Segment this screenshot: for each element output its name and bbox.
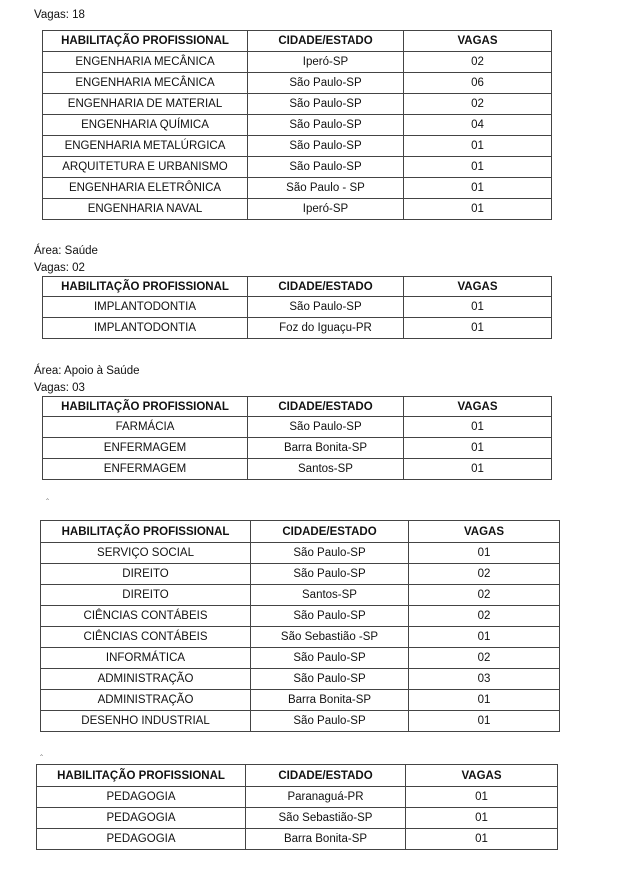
header-profession: HABILITAÇÃO PROFISSIONAL <box>43 31 248 52</box>
table-row <box>41 606 560 627</box>
city-cell: São Paulo-SP <box>248 136 404 157</box>
city-cell: São Paulo - SP <box>248 178 404 199</box>
header-profession: HABILITAÇÃO PROFISSIONAL <box>43 277 248 297</box>
profession-cell: DESENHO INDUSTRIAL <box>41 711 251 732</box>
header-vacancies: VAGAS <box>409 521 560 543</box>
header-profession: HABILITAÇÃO PROFISSIONAL <box>43 397 248 417</box>
profession-cell: ENGENHARIA QUÍMICA <box>43 115 248 136</box>
scan-mark: ‸ <box>40 746 44 756</box>
table-row <box>37 808 558 829</box>
profession-cell: CIÊNCIAS CONTÁBEIS <box>41 606 251 627</box>
city-cell: São Sebastião-SP <box>246 808 406 829</box>
city-cell: Barra Bonita-SP <box>251 690 409 711</box>
profession-cell: ENGENHARIA NAVAL <box>43 199 248 220</box>
city-cell: São Paulo-SP <box>251 648 409 669</box>
profession-cell: DIREITO <box>41 564 251 585</box>
vacancies-cell: 02 <box>409 585 560 606</box>
vacancies-cell: 01 <box>409 627 560 648</box>
section-1-vagas: Vagas: 18 <box>34 9 85 21</box>
scan-mark: ‸ <box>46 490 50 500</box>
table-row <box>43 459 552 480</box>
table-row <box>41 690 560 711</box>
section-2-vagas: Vagas: 02 <box>34 262 85 274</box>
city-cell: Santos-SP <box>251 585 409 606</box>
profession-cell: INFORMÁTICA <box>41 648 251 669</box>
vacancies-cell: 01 <box>404 178 552 199</box>
city-cell: Iperó-SP <box>248 199 404 220</box>
section-3-area: Área: Apoio à Saúde <box>34 365 140 377</box>
vacancies-cell: 01 <box>404 136 552 157</box>
profession-cell: ENGENHARIA MECÂNICA <box>43 52 248 73</box>
section-3-table <box>42 396 552 480</box>
vacancies-cell: 01 <box>409 690 560 711</box>
table-row <box>43 417 552 438</box>
vacancies-cell: 03 <box>409 669 560 690</box>
profession-cell: ENGENHARIA METALÚRGICA <box>43 136 248 157</box>
table-row <box>43 73 552 94</box>
table-row <box>43 438 552 459</box>
header-vacancies: VAGAS <box>406 765 558 787</box>
city-cell: Barra Bonita-SP <box>246 829 406 850</box>
header-vacancies: VAGAS <box>404 277 552 297</box>
section-2-area: Área: Saúde <box>34 245 98 257</box>
table-header-row <box>43 277 552 297</box>
vacancies-cell: 01 <box>409 543 560 564</box>
table-row <box>41 564 560 585</box>
vacancies-cell: 01 <box>404 318 552 339</box>
table-row <box>43 157 552 178</box>
vacancies-cell: 01 <box>404 157 552 178</box>
header-city: CIDADE/ESTADO <box>251 521 409 543</box>
vacancies-cell: 02 <box>404 52 552 73</box>
header-city: CIDADE/ESTADO <box>246 765 406 787</box>
table-row <box>43 94 552 115</box>
vacancies-cell: 02 <box>409 648 560 669</box>
table-row <box>41 543 560 564</box>
profession-cell: IMPLANTODONTIA <box>43 297 248 318</box>
section-5-table <box>36 764 558 850</box>
profession-cell: ENFERMAGEM <box>43 459 248 480</box>
table-row <box>43 297 552 318</box>
profession-cell: DIREITO <box>41 585 251 606</box>
profession-cell: ADMINISTRAÇÃO <box>41 690 251 711</box>
profession-cell: PEDAGOGIA <box>37 829 246 850</box>
vacancies-cell: 01 <box>409 711 560 732</box>
header-city: CIDADE/ESTADO <box>248 277 404 297</box>
city-cell: São Paulo-SP <box>248 297 404 318</box>
section-1-table <box>42 30 552 220</box>
table-row <box>43 136 552 157</box>
table-header-row <box>41 521 560 543</box>
section-4-table <box>40 520 560 732</box>
profession-cell: ENFERMAGEM <box>43 438 248 459</box>
city-cell: São Paulo-SP <box>248 417 404 438</box>
table-row <box>41 627 560 648</box>
table-row <box>43 199 552 220</box>
profession-cell: ENGENHARIA MECÂNICA <box>43 73 248 94</box>
city-cell: Foz do Iguaçu-PR <box>248 318 404 339</box>
city-cell: São Paulo-SP <box>248 94 404 115</box>
vacancies-cell: 01 <box>404 438 552 459</box>
table-header-row <box>43 397 552 417</box>
profession-cell: IMPLANTODONTIA <box>43 318 248 339</box>
vacancies-cell: 01 <box>404 297 552 318</box>
city-cell: São Paulo-SP <box>251 564 409 585</box>
city-cell: São Paulo-SP <box>248 73 404 94</box>
table-row <box>41 585 560 606</box>
header-vacancies: VAGAS <box>404 31 552 52</box>
city-cell: Santos-SP <box>248 459 404 480</box>
profession-cell: PEDAGOGIA <box>37 787 246 808</box>
table-row <box>37 829 558 850</box>
profession-cell: ARQUITETURA E URBANISMO <box>43 157 248 178</box>
vacancies-cell: 06 <box>404 73 552 94</box>
header-city: CIDADE/ESTADO <box>248 31 404 52</box>
table-row <box>43 115 552 136</box>
profession-cell: PEDAGOGIA <box>37 808 246 829</box>
table-header-row <box>43 31 552 52</box>
table-row <box>43 178 552 199</box>
vacancies-cell: 01 <box>406 787 558 808</box>
city-cell: São Paulo-SP <box>251 606 409 627</box>
city-cell: São Sebastião -SP <box>251 627 409 648</box>
vacancies-cell: 01 <box>404 417 552 438</box>
profession-cell: FARMÁCIA <box>43 417 248 438</box>
vacancies-cell: 04 <box>404 115 552 136</box>
vacancies-cell: 01 <box>404 199 552 220</box>
city-cell: São Paulo-SP <box>251 711 409 732</box>
table-header-row <box>37 765 558 787</box>
profession-cell: ENGENHARIA DE MATERIAL <box>43 94 248 115</box>
city-cell: São Paulo-SP <box>248 115 404 136</box>
profession-cell: SERVIÇO SOCIAL <box>41 543 251 564</box>
table-row <box>43 318 552 339</box>
profession-cell: CIÊNCIAS CONTÁBEIS <box>41 627 251 648</box>
vacancies-cell: 01 <box>406 808 558 829</box>
vacancies-cell: 01 <box>406 829 558 850</box>
city-cell: São Paulo-SP <box>251 543 409 564</box>
vacancies-cell: 02 <box>409 564 560 585</box>
header-profession: HABILITAÇÃO PROFISSIONAL <box>41 521 251 543</box>
city-cell: Paranaguá-PR <box>246 787 406 808</box>
header-profession: HABILITAÇÃO PROFISSIONAL <box>37 765 246 787</box>
profession-cell: ADMINISTRAÇÃO <box>41 669 251 690</box>
section-2-table <box>42 276 552 339</box>
section-3-vagas: Vagas: 03 <box>34 382 85 394</box>
city-cell: São Paulo-SP <box>251 669 409 690</box>
table-row <box>43 52 552 73</box>
header-vacancies: VAGAS <box>404 397 552 417</box>
vacancies-cell: 01 <box>404 459 552 480</box>
vacancies-cell: 02 <box>404 94 552 115</box>
city-cell: São Paulo-SP <box>248 157 404 178</box>
table-row <box>41 669 560 690</box>
city-cell: Iperó-SP <box>248 52 404 73</box>
city-cell: Barra Bonita-SP <box>248 438 404 459</box>
vacancies-cell: 02 <box>409 606 560 627</box>
profession-cell: ENGENHARIA ELETRÔNICA <box>43 178 248 199</box>
table-row <box>41 711 560 732</box>
header-city: CIDADE/ESTADO <box>248 397 404 417</box>
table-row <box>41 648 560 669</box>
table-row <box>37 787 558 808</box>
